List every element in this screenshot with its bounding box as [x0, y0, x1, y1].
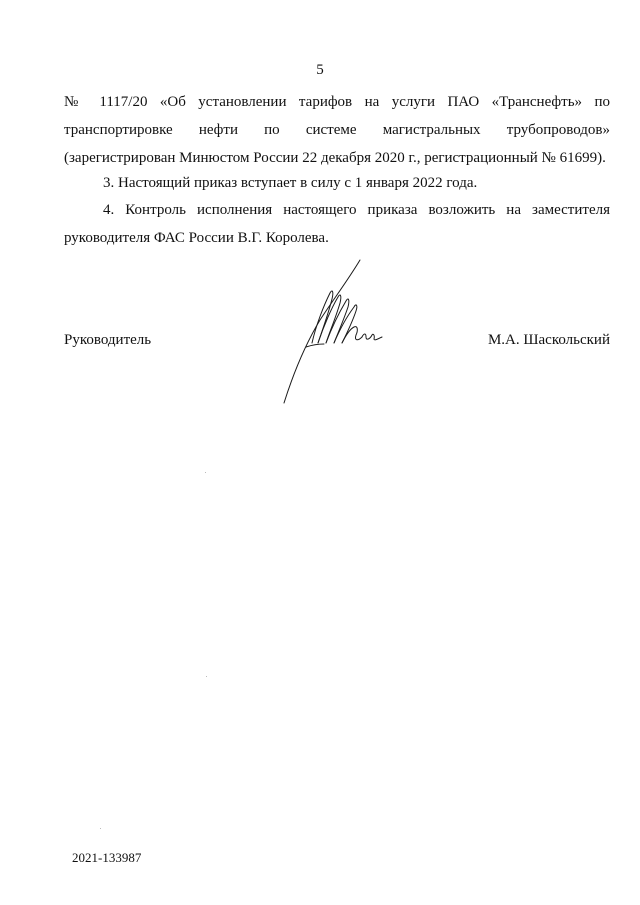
signatory-name: М.А. Шаскольский: [487, 332, 610, 348]
scan-speck: [206, 676, 207, 677]
paragraph-line: № 1117/20 «Об установлении тарифов на услуги ПАО «Транснефть» по: [64, 94, 610, 110]
paragraph-line: руководителя ФАС России В.Г. Королева.: [64, 230, 329, 246]
scan-speck: [205, 472, 206, 473]
paragraph-line: (зарегистрирован Минюстом России 22 декабря 2020 г., регистрационный № 61699).: [64, 150, 606, 166]
signatory-role: Руководитель: [64, 332, 152, 348]
paragraph-line: 4. Контроль исполнения настоящего приказа возложить на заместителя: [103, 202, 610, 218]
paragraph-line: транспортировке нефти по системе магистральных трубопроводов»: [64, 122, 610, 138]
registration-number: 2021-133987: [72, 850, 142, 865]
paragraph-3: 3. Настоящий приказ вступает в силу с 1 января 2022 года.: [103, 175, 478, 191]
paragraph-continuation: [64, 88, 610, 172]
paragraph-4: [64, 196, 610, 252]
page-number: 5: [316, 62, 324, 78]
scan-speck: [100, 828, 101, 829]
handwritten-signature: [278, 255, 388, 405]
